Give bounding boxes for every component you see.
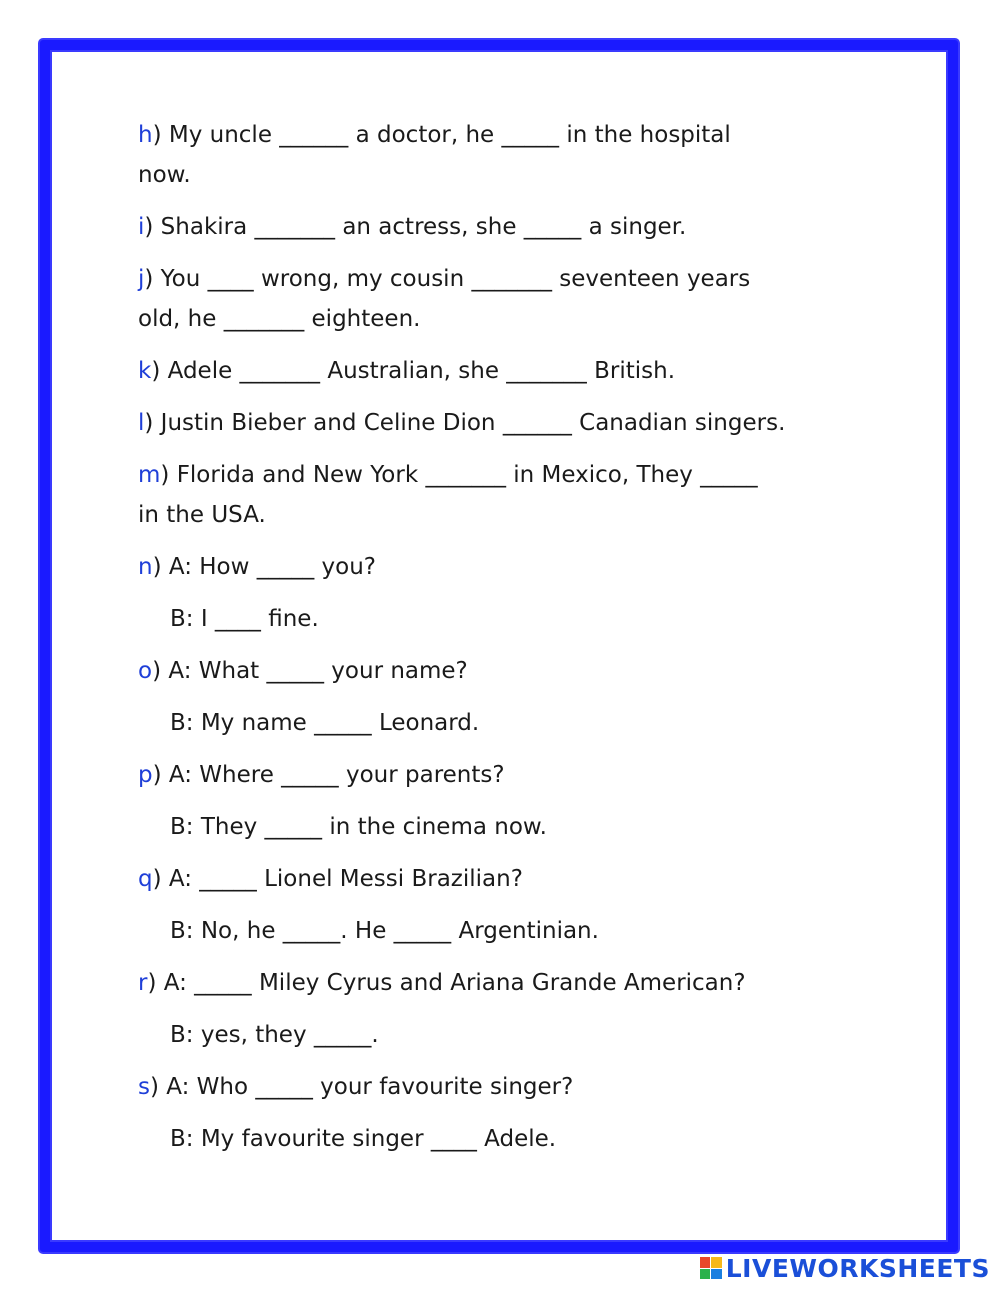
exercise-item-j <box>138 259 868 299</box>
exercise-item-s-answer: B: My favourite singer ____ Adele. <box>170 1126 557 1152</box>
item-letter: j <box>138 266 145 292</box>
item-letter: p <box>138 762 153 788</box>
item-question: ) A: What _____ your name? <box>152 658 468 684</box>
exercise-item-m <box>138 455 868 495</box>
liveworksheets-logo-icon <box>700 1257 722 1279</box>
exercise-item-r <box>138 963 868 1003</box>
worksheet-exercise-list <box>138 115 868 1171</box>
exercise-item-l <box>138 403 868 443</box>
item-sentence: ) Shakira _______ an actress, she _____ a singer. <box>144 214 687 240</box>
item-sentence: ) Adele _______ Australian, she _______ British. <box>151 358 676 384</box>
exercise-item-i <box>138 207 868 247</box>
logo-text: LIVEWORKSHEETS <box>725 1253 990 1283</box>
exercise-item-s <box>138 1067 868 1107</box>
item-question: ) A: Where _____ your parents? <box>152 762 505 788</box>
item-letter: o <box>138 658 153 684</box>
exercise-item-r-answer: B: yes, they _____. <box>170 1022 379 1048</box>
item-letter: s <box>138 1074 150 1100</box>
item-letter: l <box>138 410 145 436</box>
exercise-item-j-continued: old, he _______ eighteen. <box>138 306 421 332</box>
exercise-item-n <box>138 547 868 587</box>
exercise-item-q <box>138 859 868 899</box>
liveworksheets-logo[interactable] <box>700 1253 990 1283</box>
exercise-item-p <box>138 755 868 795</box>
item-sentence: ) My uncle ______ a doctor, he _____ in the hospital <box>152 122 731 148</box>
item-question: ) A: Who _____ your favourite singer? <box>149 1074 574 1100</box>
item-sentence: ) Florida and New York _______ in Mexico, They _____ <box>160 462 758 488</box>
item-letter: n <box>138 554 153 580</box>
item-question: ) A: How _____ you? <box>152 554 377 580</box>
item-question: ) A: _____ Miley Cyrus and Ariana Grande American? <box>147 970 746 996</box>
item-letter: m <box>138 462 161 488</box>
exercise-item-o <box>138 651 868 691</box>
item-sentence: ) Justin Bieber and Celine Dion ______ Canadian singers. <box>144 410 786 436</box>
item-sentence: ) You ____ wrong, my cousin _______ seventeen years <box>144 266 751 292</box>
item-question: ) A: _____ Lionel Messi Brazilian? <box>152 866 523 892</box>
item-letter: i <box>138 214 145 240</box>
exercise-item-h <box>138 115 868 155</box>
exercise-item-o-answer: B: My name _____ Leonard. <box>170 710 480 736</box>
exercise-item-n-answer: B: I ____ fine. <box>170 606 319 632</box>
item-letter: k <box>138 358 152 384</box>
exercise-item-k <box>138 351 868 391</box>
exercise-item-q-answer: B: No, he _____. He _____ Argentinian. <box>170 918 599 944</box>
exercise-item-h-continued: now. <box>138 162 191 188</box>
item-letter: r <box>138 970 148 996</box>
exercise-item-p-answer: B: They _____ in the cinema now. <box>170 814 547 840</box>
item-letter: q <box>138 866 153 892</box>
exercise-item-m-continued: in the USA. <box>138 502 266 528</box>
item-letter: h <box>138 122 153 148</box>
